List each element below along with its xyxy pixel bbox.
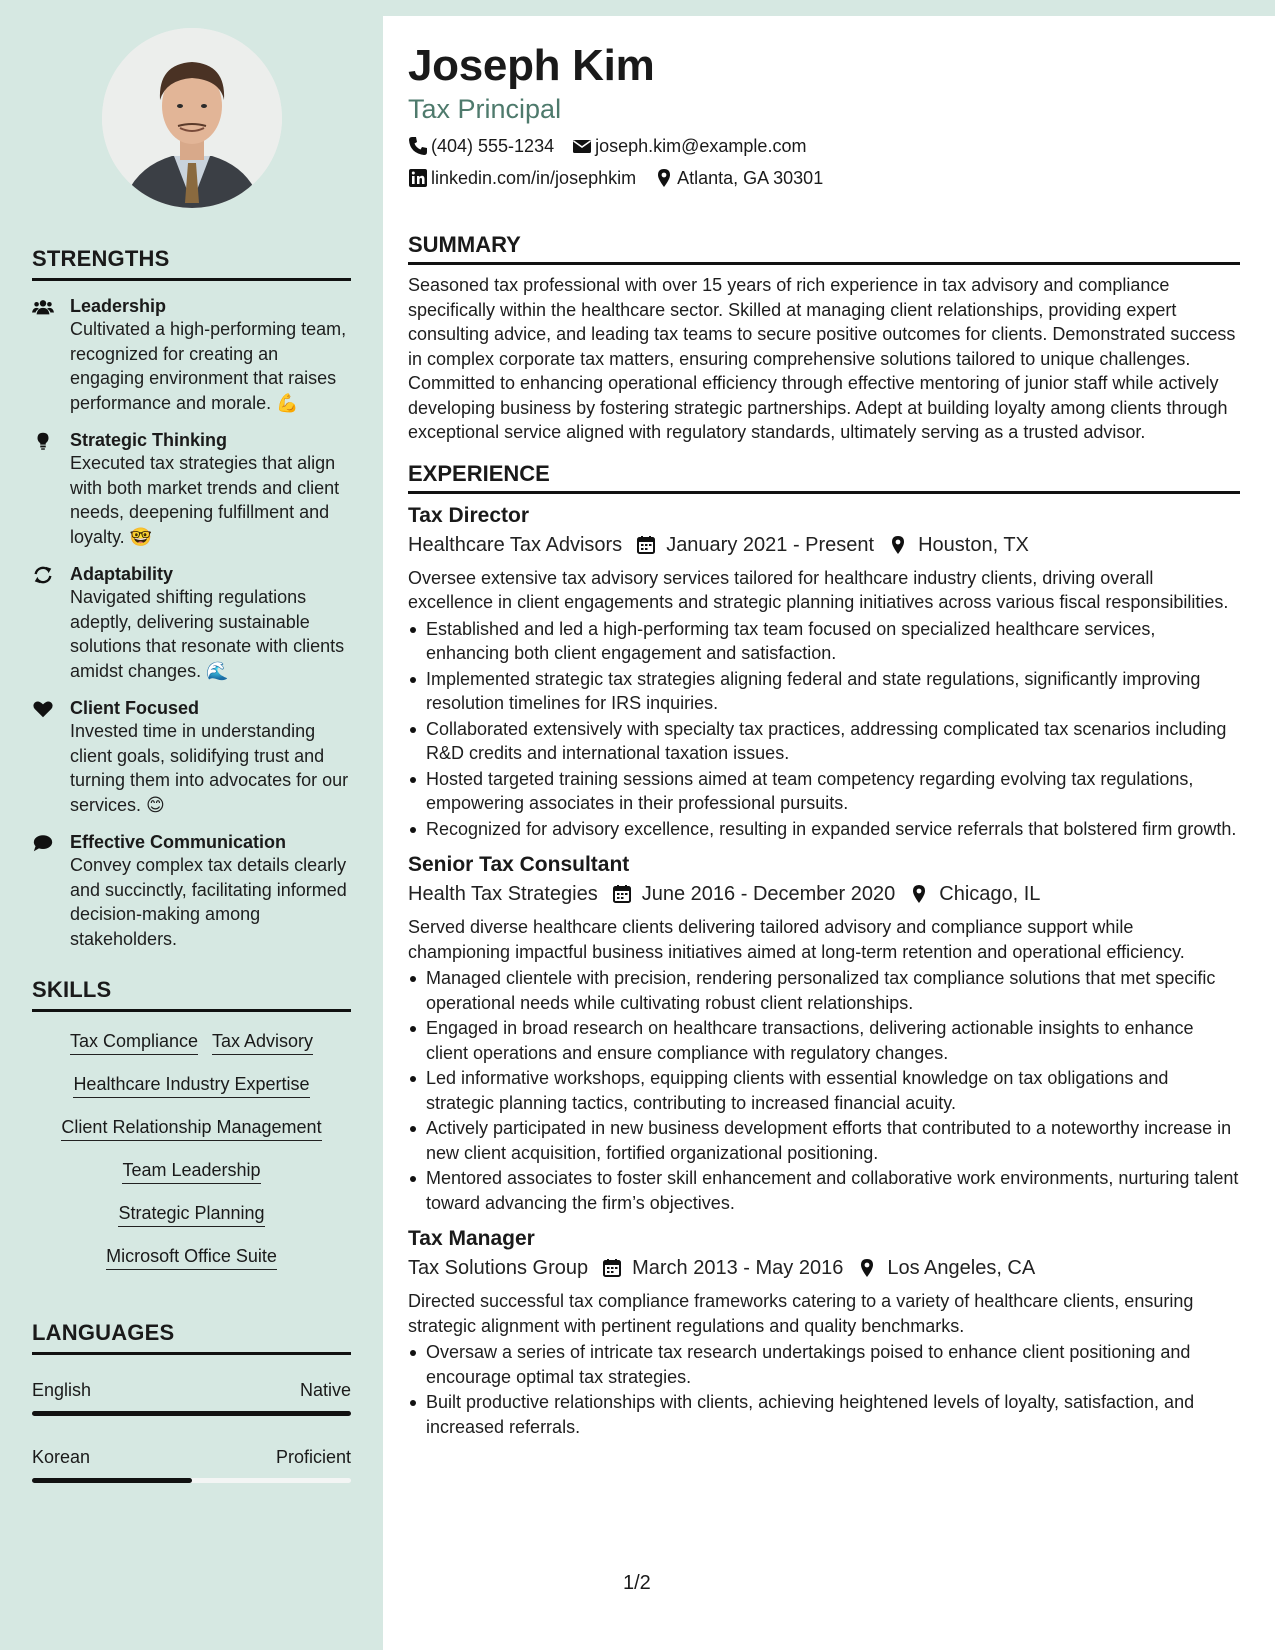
top-accent-strip bbox=[383, 0, 1275, 16]
job-bullet: Led informative workshops, equipping clients with essential knowledge on tax obligations and strategic planning tactics, contributing to increased financial acuity. bbox=[408, 1066, 1240, 1115]
job-dates: January 2021 - Present bbox=[666, 533, 875, 556]
location-text: Atlanta, GA 30301 bbox=[677, 168, 824, 188]
strength-item bbox=[32, 563, 351, 683]
skill-tag: Tax Compliance bbox=[70, 1030, 198, 1055]
language-name: Korean bbox=[32, 1447, 91, 1467]
users-icon bbox=[32, 295, 70, 415]
job-meta bbox=[408, 530, 1240, 560]
job-location: Chicago, IL bbox=[939, 883, 1041, 905]
language-proficiency-fill bbox=[32, 1411, 351, 1416]
strength-desc: Cultivated a high-performing team, recognized for creating an engaging environment that raises performance and morale. 💪 bbox=[70, 319, 347, 413]
job-bullet: Mentored associates to foster skill enhancement and collaborative work environments, nurturing talent toward advancing the firm’s objectives. bbox=[408, 1166, 1240, 1215]
map-pin-icon bbox=[909, 884, 929, 904]
job-title: Senior Tax Consultant bbox=[408, 853, 630, 876]
strength-desc: Invested time in understanding client goals, solidifying trust and turning them into advocates for our services. 😊 bbox=[70, 721, 349, 815]
language-proficiency-bar bbox=[32, 1411, 351, 1416]
job-bullet: Actively participated in new business development efforts that contributed to a noteworthy increase in new client acquisition, fortified organizational positioning. bbox=[408, 1116, 1240, 1165]
phone-icon bbox=[408, 136, 428, 156]
strength-item bbox=[32, 697, 351, 817]
strength-desc: Convey complex tax details clearly and succinctly, facilitating informed decision-making among stakeholders. bbox=[70, 855, 347, 949]
job-entry bbox=[408, 851, 1240, 1215]
summary-heading: SUMMARY bbox=[408, 232, 1240, 265]
strength-title: Client Focused bbox=[70, 698, 200, 718]
language-name: English bbox=[32, 1380, 92, 1400]
map-pin-icon bbox=[857, 1258, 877, 1278]
skill-tag: Team Leadership bbox=[122, 1159, 260, 1184]
contact-row bbox=[408, 134, 1240, 158]
experience-heading: EXPERIENCE bbox=[408, 461, 1240, 494]
language-proficiency-fill bbox=[32, 1478, 192, 1483]
location-contact bbox=[654, 166, 823, 190]
job-description: Directed successful tax compliance frameworks catering to a variety of healthcare clients, ensuring strategic alignment with pertinent regulations and quality benchmarks. bbox=[408, 1291, 1194, 1336]
strength-desc: Executed tax strategies that align with both market trends and client needs, deepening fulfillment and loyalty. 🤓 bbox=[70, 453, 340, 547]
map-pin-icon bbox=[654, 168, 674, 188]
language-proficiency-bar bbox=[32, 1478, 351, 1483]
job-bullet: Implemented strategic tax strategies aligning federal and state regulations, significantly improving resolution timelines for IRS inquiries. bbox=[408, 667, 1240, 716]
job-company: Health Tax Strategies bbox=[408, 883, 598, 905]
job-description: Served diverse healthcare clients delivering tailored advisory and compliance support while championing impactful business initiatives aimed at long-term retention and operational efficiency. bbox=[408, 917, 1185, 962]
job-bullets bbox=[408, 966, 1240, 1215]
envelope-icon bbox=[572, 136, 592, 156]
job-bullet: Hosted targeted training sessions aimed at team competency regarding evolving tax regulations, empowering associates in their professional pursuits. bbox=[408, 767, 1240, 816]
phone-text: (404) 555-1234 bbox=[431, 136, 555, 156]
strengths-heading: STRENGTHS bbox=[32, 246, 351, 281]
job-dates: March 2013 - May 2016 bbox=[632, 1257, 844, 1279]
heart-icon bbox=[32, 697, 70, 817]
calendar-icon bbox=[636, 535, 656, 555]
language-level: Native bbox=[299, 1380, 351, 1400]
job-dates: June 2016 - December 2020 bbox=[641, 883, 896, 905]
job-bullet: Engaged in broad research on healthcare transactions, delivering actionable insights to enhance client operations and ensure compliance with regulatory changes. bbox=[408, 1016, 1240, 1065]
language-level: Proficient bbox=[275, 1447, 351, 1467]
sidebar bbox=[0, 0, 383, 1650]
linkedin-text: linkedin.com/in/josephkim bbox=[431, 168, 637, 188]
job-meta bbox=[408, 879, 1240, 909]
job-bullet: Collaborated extensively with specialty tax practices, addressing complicated tax scenarios including R&D credits and international taxation issues. bbox=[408, 717, 1240, 766]
calendar-icon bbox=[602, 1258, 622, 1278]
strength-desc: Navigated shifting regulations adeptly, delivering sustainable solutions that resonate with clients amidst changes. 🌊 bbox=[70, 587, 345, 681]
calendar-icon bbox=[612, 884, 632, 904]
skill-tag: Strategic Planning bbox=[118, 1202, 264, 1227]
candidate-name: Joseph Kim bbox=[408, 41, 655, 90]
job-description: Oversee extensive tax advisory services tailored for healthcare industry clients, driving overall excellence in client engagements and strategic planning initiatives across various fiscal responsibilities. bbox=[408, 567, 1229, 612]
job-entry bbox=[408, 502, 1240, 842]
job-company: Tax Solutions Group bbox=[408, 1257, 589, 1279]
phone-contact[interactable] bbox=[408, 134, 554, 158]
languages-section bbox=[32, 1320, 351, 1483]
strength-item bbox=[32, 295, 351, 415]
job-bullet: Managed clientele with precision, rendering personalized tax compliance solutions that met specific operational needs while cultivating robust client relationships. bbox=[408, 966, 1240, 1015]
languages-heading: LANGUAGES bbox=[32, 1320, 351, 1355]
strength-title: Leadership bbox=[70, 296, 167, 316]
job-location: Los Angeles, CA bbox=[887, 1257, 1036, 1279]
linkedin-icon bbox=[408, 168, 428, 188]
job-bullets bbox=[408, 1340, 1240, 1439]
job-title: Tax Manager bbox=[408, 1227, 535, 1250]
lightbulb-icon bbox=[32, 429, 70, 549]
strength-title: Adaptability bbox=[70, 564, 174, 584]
skill-tag: Healthcare Industry Expertise bbox=[73, 1073, 309, 1098]
summary-text: Seasoned tax professional with over 15 years of rich experience in tax advisory and compliance specifically within the healthcare sector. Skilled at managing client relationships, providing expert consulting advice, and leading tax teams to secure positive outcomes for clients. Demonstrated success in complex corporate tax matters, ensuring comprehensive solutions tailored to unique challenges. Committed to enhancing operational efficiency through effective mentoring of junior staff while actively developing business by fostering strategic partnerships. Adept at building loyalty among clients through exceptional service aligned with regulatory standards, ultimately serving as a trusted advisor. bbox=[408, 275, 1236, 442]
email-contact[interactable] bbox=[572, 134, 806, 158]
contact-row bbox=[408, 166, 1240, 190]
skill-tag: Microsoft Office Suite bbox=[106, 1245, 277, 1270]
strengths-section bbox=[32, 246, 351, 951]
job-location: Houston, TX bbox=[918, 533, 1029, 556]
email-text: joseph.kim@example.com bbox=[595, 136, 807, 156]
job-title: Tax Director bbox=[408, 503, 529, 527]
language-item bbox=[32, 1379, 351, 1416]
strength-title: Strategic Thinking bbox=[70, 430, 228, 450]
strength-item bbox=[32, 831, 351, 951]
job-bullet: Established and led a high-performing tax team focused on specialized healthcare services, enhancing both client engagement and satisfaction. bbox=[408, 617, 1240, 666]
skills-section bbox=[32, 977, 351, 1270]
sync-icon bbox=[32, 563, 70, 683]
job-bullet: Recognized for advisory excellence, resulting in expanded service referrals that bolstered firm growth. bbox=[408, 817, 1240, 842]
candidate-title: Tax Principal bbox=[408, 94, 562, 124]
job-meta bbox=[408, 1253, 1240, 1283]
job-bullet: Oversaw a series of intricate tax research undertakings poised to enhance client positioning and encourage optimal tax strategies. bbox=[408, 1340, 1240, 1389]
job-bullets bbox=[408, 617, 1240, 842]
skill-tag: Tax Advisory bbox=[212, 1030, 313, 1055]
map-pin-icon bbox=[888, 535, 908, 555]
main-content bbox=[408, 40, 1240, 1439]
skill-tag: Client Relationship Management bbox=[61, 1116, 321, 1141]
linkedin-contact[interactable] bbox=[408, 166, 636, 190]
page-number: 1/2 bbox=[623, 1572, 651, 1594]
job-company: Healthcare Tax Advisors bbox=[408, 533, 623, 556]
comment-icon bbox=[32, 831, 70, 951]
language-item bbox=[32, 1446, 351, 1483]
strength-title: Effective Communication bbox=[70, 832, 287, 852]
job-bullet: Built productive relationships with clients, achieving heightened levels of loyalty, satisfaction, and increased referrals. bbox=[408, 1390, 1240, 1439]
job-entry bbox=[408, 1225, 1240, 1439]
skills-heading: SKILLS bbox=[32, 977, 351, 1012]
profile-photo bbox=[102, 28, 282, 208]
strength-item bbox=[32, 429, 351, 549]
